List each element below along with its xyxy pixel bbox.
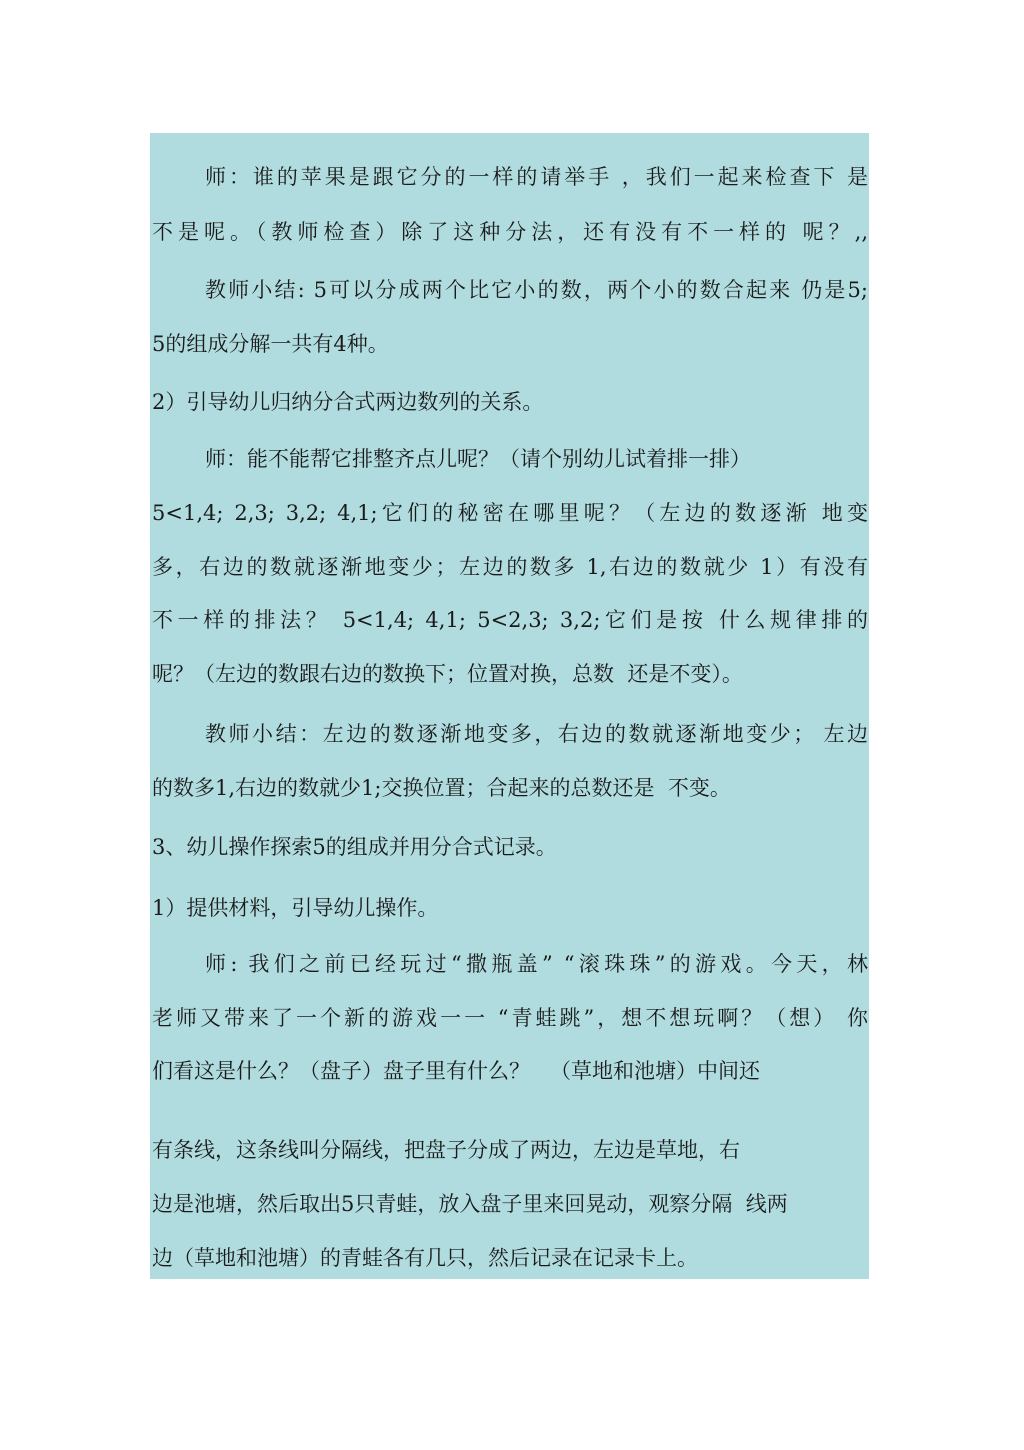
text-line: 们看这是什么？（盘子）盘子里有什么？ （草地和池塘）中间还 (152, 1059, 761, 1083)
text-line: 5<1,4; 2,3; 3,2; 4,1;它们的秘密在哪里呢？（左边的数逐渐 地变 (152, 501, 868, 525)
text-line: 老师又带来了一个新的游戏一一 “青蛙跳”，想不想玩啊？（想） 你 (152, 1006, 868, 1030)
text-line: 师：能不能帮它排整齐点儿呢？（请个别幼儿试着排一排） (205, 447, 751, 471)
text-line: 5的组成分解一共有4种。 (152, 332, 389, 356)
text-line: 师：谁的苹果是跟它分的一样的请举手 ，我们一起来检查下 是 (205, 165, 868, 189)
text-line: 多，右边的数就逐渐地变少；左边的数多 1,右边的数就少 1）有没有 (152, 555, 868, 579)
text-line: 教师小结: 5可以分成两个比它小的数，两个小的数合起来 仍是5; (205, 278, 868, 302)
text-line: 2）引导幼儿归纳分合式两边数列的关系。 (152, 390, 544, 414)
text-line: 不是呢。（教师检查）除了这种分法，还有没有不一样的 呢？,, (152, 220, 868, 244)
text-line: 的数多1,右边的数就少1;交换位置；合起来的总数还是 不变。 (152, 776, 731, 800)
text-line: 有条线，这条线叫分隔线，把盘子分成了两边，左边是草地，右 (152, 1138, 740, 1162)
text-line: 3、幼儿操作探索5的组成并用分合式记录。 (152, 835, 557, 859)
text-line: 边是池塘，然后取出5只青蛙，放入盘子里来回晃动，观察分隔 线两 (152, 1192, 788, 1216)
text-line: 呢？（左边的数跟右边的数换下；位置对换，总数 还是不变）。 (152, 662, 743, 686)
text-line: 教师小结：左边的数逐渐地变多，右边的数就逐渐地变少； 左边 (205, 722, 868, 746)
text-line: 不一样的排法？ 5<1,4; 4,1; 5<2,3; 3,2;它们是按 什么规律排的 (152, 608, 868, 632)
text-line: 边（草地和池塘）的青蛙各有几只，然后记录在记录卡上。 (152, 1246, 698, 1270)
text-line: 师: 我们之前已经玩过“撒瓶盖” “滚珠珠”的游戏。今天，林 (205, 952, 868, 976)
text-line: 1）提供材料，引导幼儿操作。 (152, 896, 439, 920)
